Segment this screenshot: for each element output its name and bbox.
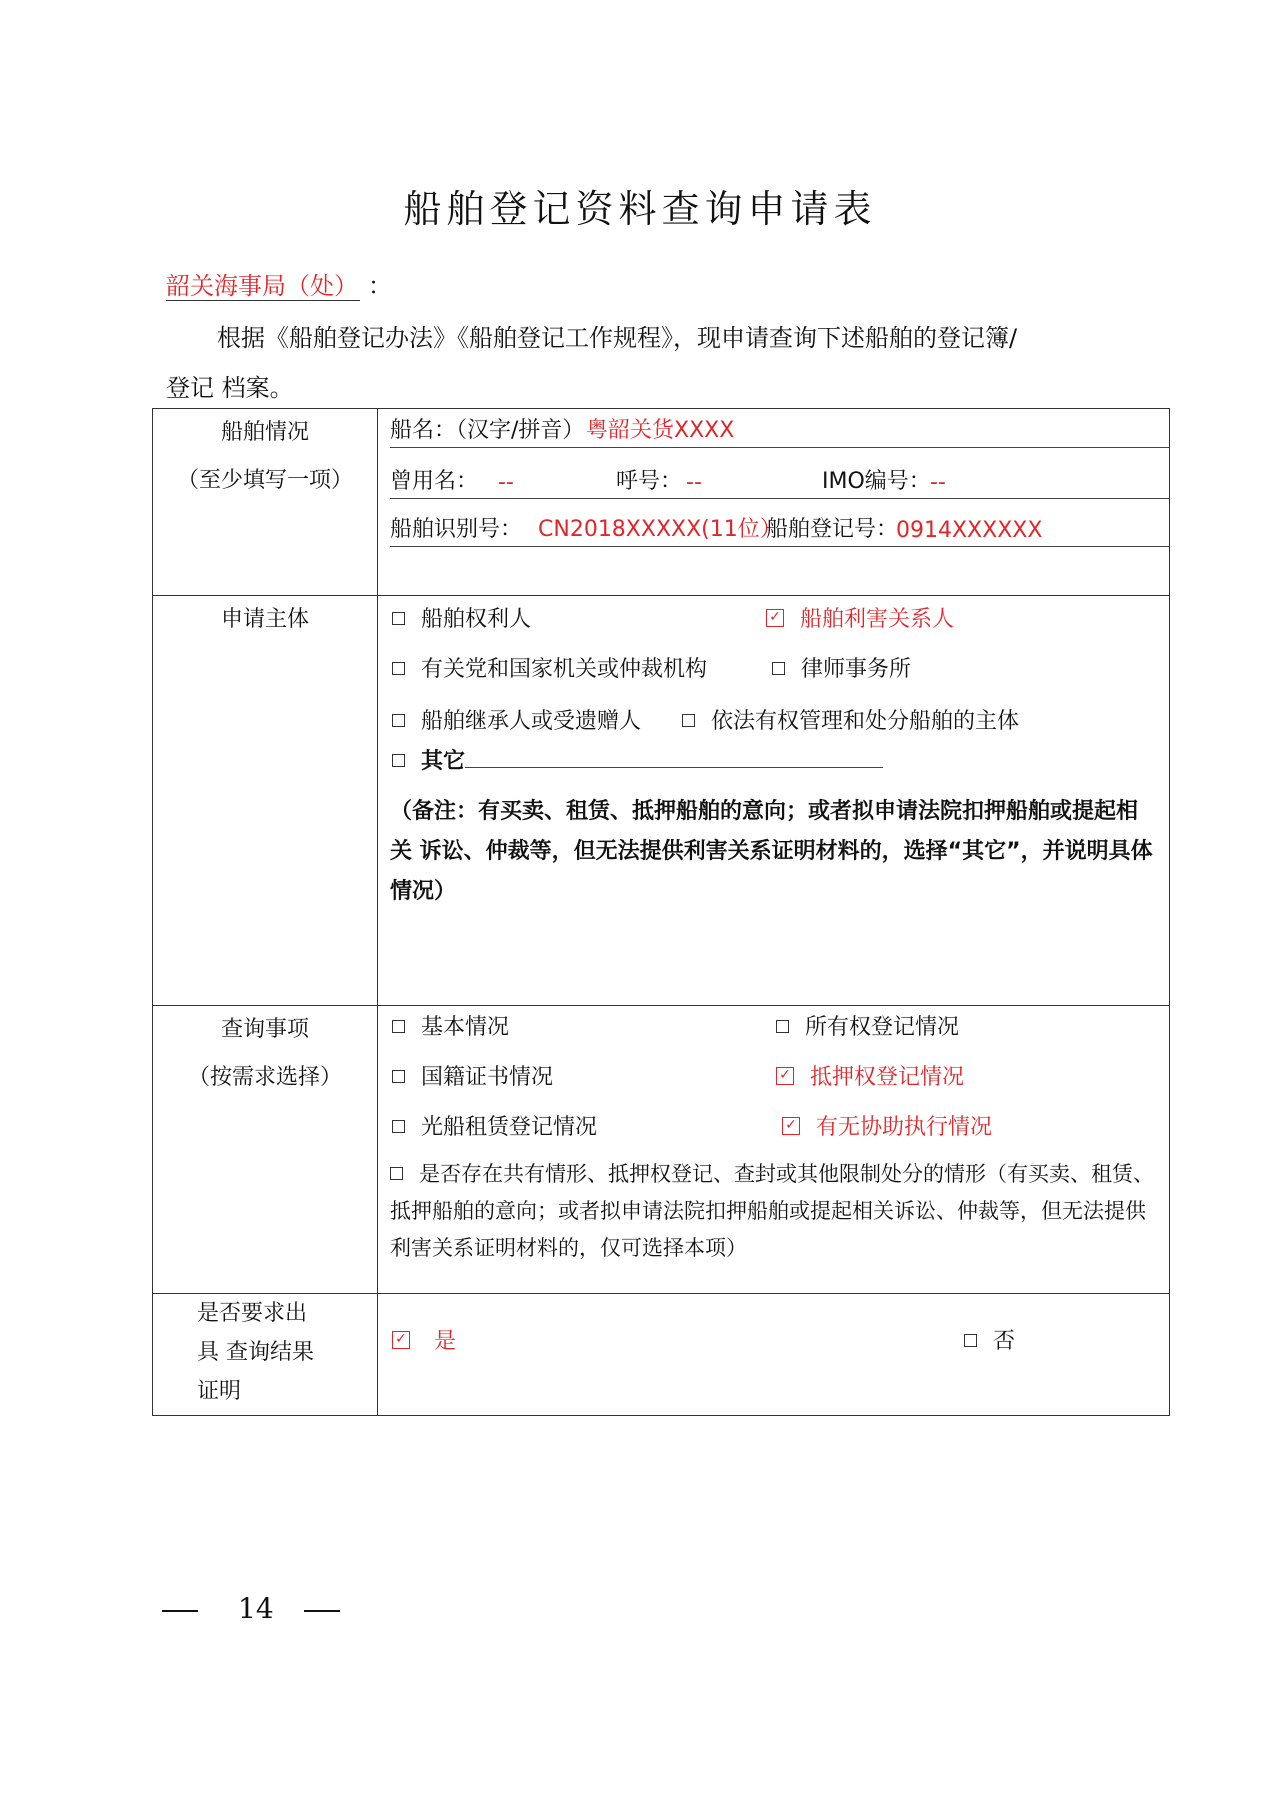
- addressee-line: [166, 266, 392, 301]
- checkbox-checked[interactable]: ✓: [776, 1067, 794, 1085]
- checkbox-unchecked[interactable]: [392, 1120, 405, 1133]
- checkbox-unchecked[interactable]: [964, 1334, 977, 1347]
- checkbox-unchecked[interactable]: [390, 1167, 403, 1180]
- checkbox-unchecked[interactable]: [392, 662, 405, 675]
- checkbox-checked[interactable]: ✓: [766, 609, 784, 627]
- option-label: 船舶利害关系人: [800, 607, 955, 632]
- certificate-row: [153, 1294, 1170, 1416]
- application-form-table: [152, 408, 1170, 1416]
- option-label: 其它: [421, 749, 466, 774]
- former-name-label: 曾用名：: [390, 469, 479, 494]
- ship-info-sublabel: （至少填写一项）: [176, 468, 353, 493]
- intro-line-1: 根据《船舶登记办法》《船舶登记工作规程》，现申请查询下述船舶的登记簿/: [217, 324, 1018, 352]
- checkbox-unchecked[interactable]: [392, 612, 405, 625]
- query-label: 查询事项: [220, 1017, 309, 1042]
- former-name-line: [390, 464, 1169, 499]
- checkbox-unchecked[interactable]: [392, 1070, 405, 1083]
- page-number: 14: [238, 1592, 274, 1625]
- special-option-note: （有买卖、租赁、抵押船舶的意向；或者拟申请法院扣押船舶或提起相关诉讼、仲裁等，但无法提供利害关系证明材料的，仅可选择本项）: [390, 1162, 1154, 1260]
- option-label: 依法有权管理和处分船舶的主体: [711, 709, 1020, 734]
- ship-name-label: 船名：（汉字/拼音）: [390, 418, 585, 443]
- ship-id-field[interactable]: CN2018XXXXX(11位）: [538, 517, 782, 542]
- option-label: 否: [993, 1329, 1016, 1354]
- query-option-basic[interactable]: [392, 1010, 509, 1041]
- applicant-option-interested-party[interactable]: [766, 602, 954, 633]
- option-label: 有无协助执行情况: [816, 1115, 993, 1140]
- certificate-label-line-2: 具 查询结果: [197, 1340, 314, 1365]
- applicant-label: 申请主体: [220, 607, 309, 632]
- intro-line-2: 登记 档案。: [166, 374, 294, 402]
- other-fill-line[interactable]: [465, 745, 883, 768]
- ship-info-label-cell: [153, 409, 378, 596]
- ship-id-label: 船舶识别号：: [390, 517, 523, 542]
- certificate-option-yes[interactable]: [392, 1324, 456, 1355]
- query-option-ownership[interactable]: [776, 1010, 959, 1041]
- ship-info-row: [153, 409, 1170, 596]
- ship-info-label: 船舶情况: [220, 420, 309, 445]
- query-option-bareboat[interactable]: [392, 1110, 597, 1141]
- checkbox-unchecked[interactable]: [772, 662, 785, 675]
- applicant-option-law-firm[interactable]: [772, 652, 911, 683]
- option-label: 抵押权登记情况: [810, 1065, 965, 1090]
- applicant-option-authorized-entity[interactable]: [682, 704, 1019, 735]
- form-title: 船舶登记资料查询申请表: [403, 187, 877, 231]
- applicant-option-authorities[interactable]: [392, 652, 707, 683]
- query-option-mortgage[interactable]: [776, 1060, 964, 1091]
- applicant-label-cell: [153, 596, 378, 1006]
- call-sign-label: 呼号：: [616, 469, 683, 494]
- query-option-nationality[interactable]: [392, 1060, 553, 1091]
- option-label: 光船租赁登记情况: [421, 1115, 598, 1140]
- ship-name-line: [390, 413, 1169, 448]
- applicant-option-owner[interactable]: [392, 602, 531, 633]
- page-footer: [162, 1592, 340, 1625]
- checkbox-unchecked[interactable]: [392, 1020, 405, 1033]
- query-special-option[interactable]: [390, 1156, 1157, 1267]
- checkbox-unchecked[interactable]: [392, 754, 405, 767]
- footer-dash-left: [162, 1610, 198, 1612]
- option-label: 所有权登记情况: [805, 1015, 960, 1040]
- query-sublabel: （按需求选择）: [187, 1065, 342, 1090]
- query-options: [378, 1006, 1170, 1294]
- option-label: 国籍证书情况: [421, 1065, 554, 1090]
- imo-field[interactable]: --: [930, 470, 946, 495]
- checkbox-checked[interactable]: ✓: [782, 1117, 800, 1135]
- checkbox-checked[interactable]: ✓: [392, 1331, 410, 1349]
- query-row: [153, 1006, 1170, 1294]
- applicant-option-heir[interactable]: [392, 704, 641, 735]
- option-label: 有关党和国家机关或仲裁机构: [421, 657, 708, 682]
- query-label-cell: [153, 1006, 378, 1294]
- option-label: 船舶继承人或受遗赠人: [421, 709, 642, 734]
- option-label: 是: [434, 1329, 457, 1354]
- special-option-lead: 是否存在共有情形、抵押权登记、查封或其他限制处分的情形: [419, 1162, 986, 1186]
- checkbox-unchecked[interactable]: [776, 1020, 789, 1033]
- applicant-note: （备注：有买卖、租赁、抵押船舶的意向；或者拟申请法院扣押船舶或提起相关 诉讼、仲裁等，但无法提供利害关系证明材料的，选择“其它”，并说明具体 情况）: [390, 799, 1153, 904]
- footer-dash-right: [304, 1610, 340, 1612]
- former-name-field[interactable]: --: [498, 470, 514, 495]
- applicant-row: [153, 596, 1170, 1006]
- certificate-label-line-3: 证明: [197, 1379, 242, 1404]
- certificate-label-cell: [153, 1294, 378, 1416]
- checkbox-unchecked[interactable]: [392, 714, 405, 727]
- ship-info-fields: [378, 409, 1170, 596]
- certificate-label-line-1: 是否要求出: [197, 1301, 308, 1326]
- addressee-colon: ：: [368, 272, 392, 300]
- imo-label: IMO编号：: [822, 469, 931, 494]
- certificate-options: [378, 1294, 1170, 1416]
- option-label: 律师事务所: [801, 657, 912, 682]
- reg-no-label: 船舶登记号：: [766, 517, 899, 542]
- checkbox-unchecked[interactable]: [682, 714, 695, 727]
- applicant-option-other[interactable]: [392, 744, 883, 775]
- option-label: 基本情况: [421, 1015, 510, 1040]
- ship-name-field[interactable]: 粤韶关货XXXX: [586, 418, 735, 443]
- call-sign-field[interactable]: --: [686, 470, 702, 495]
- reg-no-field[interactable]: 0914XXXXXX: [896, 518, 1043, 543]
- query-option-enforcement[interactable]: [782, 1110, 992, 1141]
- certificate-option-no[interactable]: [964, 1324, 1015, 1355]
- applicant-options: [378, 596, 1170, 1006]
- addressee-name[interactable]: 韶关海事局（处）: [166, 272, 360, 301]
- option-label: 船舶权利人: [421, 607, 532, 632]
- ship-id-line: [390, 512, 1169, 547]
